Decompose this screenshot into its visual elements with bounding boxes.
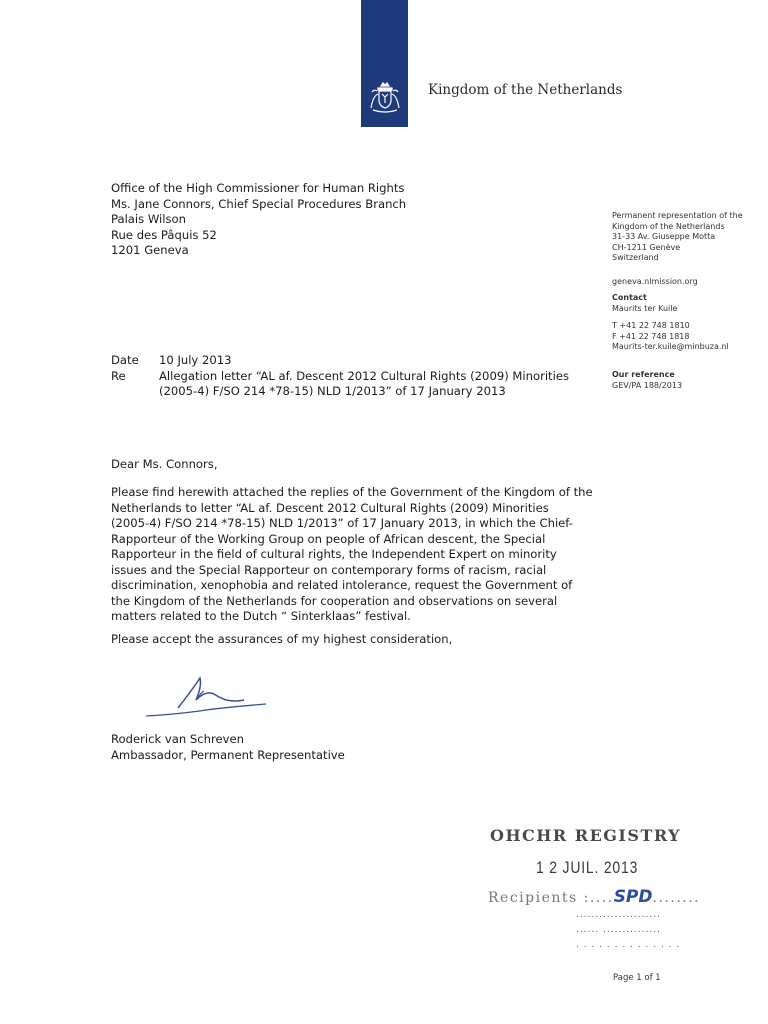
sender-website: geneva.nlmission.org [612, 277, 698, 286]
letter-meta [111, 353, 599, 400]
registry-stamp-title: OHCHR REGISTRY [490, 826, 682, 845]
recipients-value: SPD [613, 887, 653, 907]
paragraph-line: matters related to the Dutch “ Sinterklaas” festival. [111, 609, 411, 623]
paragraph-line: (2005-4) F/SO 214 *78-15) NLD 1/2013” of 17 January 2013, in which the Chief- [111, 516, 573, 530]
recipients-label: Recipients : [488, 890, 590, 906]
paragraph-line: the Kingdom of the Netherlands for cooperation and observations on several [111, 593, 558, 608]
sender-numbers [612, 321, 729, 353]
signatory-block [111, 732, 345, 763]
paragraph-line: issues and the Special Rapporteur on contemporary forms of racism, racial [111, 562, 547, 577]
recipient-address [111, 181, 406, 259]
recipient-line: Ms. Jane Connors, Chief Special Procedures Branch [111, 196, 407, 211]
phone-number: T +41 22 748 1810 [612, 321, 690, 330]
paragraph-line: discrimination, xenophobia and related intolerance, request the Government of [111, 578, 573, 592]
registry-recipients: Recipients :....SPD........ [488, 887, 701, 907]
recipient-line: Office of the High Commissioner for Human Rights [111, 181, 405, 195]
contact-name: Maurits ter Kuile [612, 303, 678, 313]
re-line: (2005-4) F/SO 214 *78-15) NLD 1/2013” of 17 January 2013 [159, 384, 506, 398]
registry-stamp-date: 1 2 JUIL. 2013 [536, 858, 639, 877]
sender-line: Kingdom of the Netherlands [612, 221, 725, 231]
page-number: Page 1 of 1 [613, 973, 661, 983]
sender-reference [612, 370, 682, 391]
sender-contact [612, 293, 677, 314]
org-name: Kingdom of the Netherlands [428, 82, 623, 98]
paragraph-line: Rapporteur of the Working Group on people of African descent, the Special [111, 531, 546, 546]
sender-line: 31-33 Av. Giuseppe Motta [612, 232, 716, 242]
date-label: Date [111, 353, 139, 367]
sender-line: CH-1211 Genève [612, 242, 681, 252]
sender-line: Switzerland [612, 253, 659, 263]
paragraph-line: Netherlands to letter “AL af. Descent 2012 Cultural Rights (2009) Minorities [111, 500, 549, 515]
body-paragraph [111, 485, 611, 625]
stamp-dot-line: . . . . . . . . . . . . . . [576, 940, 681, 950]
closing-line: Please accept the assurances of my highest consideration, [111, 632, 453, 646]
handwritten-signature [140, 664, 280, 724]
stamp-dot-line: ...................... [576, 910, 661, 920]
signatory-name: Roderick van Schreven [111, 732, 244, 746]
recipient-line: Rue des Pâquis 52 [111, 227, 217, 242]
recipient-line: 1201 Geneva [111, 243, 189, 257]
letterhead-banner [361, 0, 408, 127]
salutation: Dear Ms. Connors, [111, 457, 218, 471]
sender-line: Permanent representation of the [612, 211, 743, 220]
paragraph-line: Please find herewith attached the replies of the Government of the Kingdom of the [111, 485, 593, 499]
stamp-dot-line: ...... ............... [576, 925, 661, 935]
coat-of-arms-icon [367, 80, 403, 116]
re-line: Allegation letter “AL af. Descent 2012 Cultural Rights (2009) Minorities [159, 368, 569, 383]
signatory-title: Ambassador, Permanent Representative [111, 747, 345, 762]
paragraph-line: Rapporteur in the field of cultural rights, the Independent Expert on minority [111, 547, 557, 561]
email-address: Maurits-ter.kuile@minbuza.nl [612, 342, 729, 352]
sender-address [612, 211, 743, 264]
fax-number: F +41 22 748 1818 [612, 331, 690, 341]
reference-value: GEV/PA 188/2013 [612, 380, 683, 390]
re-label: Re [111, 368, 126, 383]
contact-label: Contact [612, 293, 647, 302]
reference-label: Our reference [612, 370, 675, 379]
recipient-line: Palais Wilson [111, 212, 186, 226]
date-value: 10 July 2013 [159, 353, 232, 367]
